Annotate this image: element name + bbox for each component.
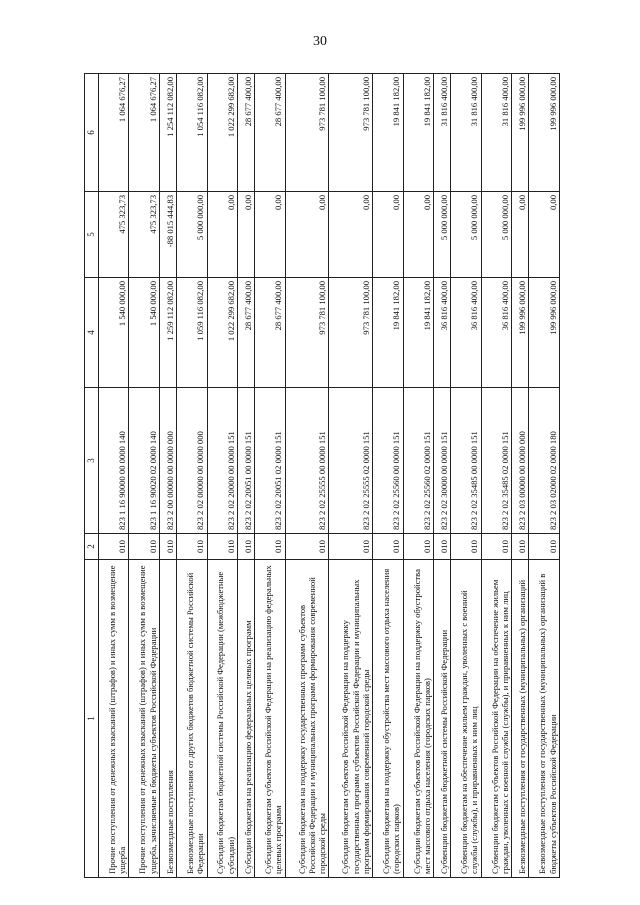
row-name: Субсидии бюджетам на поддержку государственных программ субъектов Российской Федерации и муниципальных программ формирования современной городской среды: [285, 560, 329, 878]
budget-revenue-table: [84, 73, 560, 878]
row-line-code: 010: [238, 534, 255, 560]
row-executed-amount: 5 000 000,00: [451, 192, 481, 278]
row-line-code: 010: [99, 534, 129, 560]
row-line-code: 010: [481, 534, 511, 560]
table-row: [255, 74, 285, 878]
row-approved-amount: 28 677 400,00: [255, 278, 285, 388]
row-remaining-amount: 199 996 000,00: [529, 74, 560, 192]
rotated-table-wrapper: [84, 74, 560, 878]
row-line-code: 010: [207, 534, 237, 560]
column-header: 6: [85, 74, 99, 192]
row-line-code: 010: [329, 534, 373, 560]
row-executed-amount: 5 000 000,00: [434, 192, 451, 278]
table-row: [238, 74, 255, 878]
table-row: [373, 74, 403, 878]
row-executed-amount: 0,00: [403, 192, 433, 278]
row-executed-amount: 0,00: [255, 192, 285, 278]
table-row: [177, 74, 207, 878]
row-name: Безвозмездные поступления от государственных (муниципальных) организаций в бюджеты субъектов Российской Федерации: [529, 560, 560, 878]
row-remaining-amount: 199 996 000,00: [512, 74, 529, 192]
row-line-code: 010: [451, 534, 481, 560]
row-remaining-amount: 19 841 182,00: [403, 74, 433, 192]
row-remaining-amount: 973 781 100,00: [285, 74, 329, 192]
table-row: [207, 74, 237, 878]
column-header: 3: [85, 388, 99, 534]
table-row: [512, 74, 529, 878]
row-remaining-amount: 1 022 299 682,00: [207, 74, 237, 192]
row-line-code: 010: [285, 534, 329, 560]
row-budget-code: 823 2 00 00000 00 0000 000: [159, 388, 176, 534]
row-budget-code: 823 2 02 35485 02 0000 151: [481, 388, 511, 534]
row-budget-code: 823 2 02 30000 00 0000 151: [434, 388, 451, 534]
row-budget-code: 823 2 02 25560 00 0000 151: [373, 388, 403, 534]
table-row: [434, 74, 451, 878]
row-name: Субсидии бюджетам бюджетной системы Российской Федерации (межбюджетные субсидии): [207, 560, 237, 878]
row-approved-amount: 1 259 112 082,00: [159, 278, 176, 388]
row-executed-amount: 0,00: [285, 192, 329, 278]
row-remaining-amount: 31 816 400,00: [434, 74, 451, 192]
row-line-code: 010: [159, 534, 176, 560]
row-budget-code: 823 2 03 00000 00 0000 000: [512, 388, 529, 534]
row-remaining-amount: 28 677 400,00: [255, 74, 285, 192]
row-executed-amount: 0,00: [207, 192, 237, 278]
table-row: [529, 74, 560, 878]
row-budget-code: 823 2 02 20000 00 0000 151: [207, 388, 237, 534]
row-approved-amount: 199 996 000,00: [529, 278, 560, 388]
row-approved-amount: 199 996 000,00: [512, 278, 529, 388]
row-remaining-amount: 1 054 116 082,00: [177, 74, 207, 192]
row-remaining-amount: 1 064 676,27: [129, 74, 159, 192]
row-budget-code: 823 2 02 25560 02 0000 151: [403, 388, 433, 534]
row-remaining-amount: 19 841 182,00: [373, 74, 403, 192]
row-name: Безвозмездные поступления от других бюджетов бюджетной системы Российской Федерации: [177, 560, 207, 878]
row-executed-amount: 475 323,73: [129, 192, 159, 278]
row-approved-amount: 19 841 182,00: [403, 278, 433, 388]
row-executed-amount: -88 015 444,83: [159, 192, 176, 278]
row-name: Прочие поступления от денежных взысканий (штрафов) и иных сумм в возмещение ущерба: [99, 560, 129, 878]
table-row: [159, 74, 176, 878]
row-budget-code: 823 2 02 20051 00 0000 151: [238, 388, 255, 534]
row-approved-amount: 1 022 299 682,00: [207, 278, 237, 388]
row-budget-code: 823 1 16 90000 00 0000 140: [99, 388, 129, 534]
row-executed-amount: 0,00: [373, 192, 403, 278]
table-header-row: [85, 74, 99, 878]
row-budget-code: 823 2 02 20051 02 0000 151: [255, 388, 285, 534]
row-line-code: 010: [255, 534, 285, 560]
column-header: 5: [85, 192, 99, 278]
row-approved-amount: 1 540 000,00: [129, 278, 159, 388]
row-budget-code: 823 2 02 25555 02 0000 151: [329, 388, 373, 534]
row-remaining-amount: 31 816 400,00: [481, 74, 511, 192]
row-budget-code: 823 2 02 25555 00 0000 151: [285, 388, 329, 534]
row-name: Субвенции бюджетам бюджетной системы Российской Федерации: [434, 560, 451, 878]
table-row: [285, 74, 329, 878]
row-executed-amount: 5 000 000,00: [481, 192, 511, 278]
page-number: 30: [313, 34, 327, 49]
column-header: 2: [85, 534, 99, 560]
row-executed-amount: 0,00: [529, 192, 560, 278]
row-approved-amount: 36 816 400,00: [434, 278, 451, 388]
table-row: [451, 74, 481, 878]
row-name: Субвенции бюджетам субъектов Российской Федерации на обеспечение жильем граждан, уволенных с военной службы (службы), и приравненных к ним лиц: [481, 560, 511, 878]
row-approved-amount: 19 841 182,00: [373, 278, 403, 388]
row-name: Субсидии бюджетам субъектов Российской Федерации на реализацию федеральных целевых программ: [255, 560, 285, 878]
row-remaining-amount: 28 677 400,00: [238, 74, 255, 192]
table-row: [403, 74, 433, 878]
row-line-code: 010: [512, 534, 529, 560]
row-remaining-amount: 1 064 676,27: [99, 74, 129, 192]
row-name: Прочие поступления от денежных взысканий (штрафов) и иных сумм в возмещение ущерба, зачисляемые в бюджеты субъектов Российской Федерации: [129, 560, 159, 878]
table-row: [329, 74, 373, 878]
row-name: Субвенции бюджетам на обеспечение жильем граждан, уволенных с военной службы (службы), и приравненных к ним лиц: [451, 560, 481, 878]
row-approved-amount: 973 781 100,00: [285, 278, 329, 388]
row-approved-amount: 36 816 400,00: [451, 278, 481, 388]
table-row: [481, 74, 511, 878]
row-name: Безвозмездные поступления от государственных (муниципальных) организаций: [512, 560, 529, 878]
row-executed-amount: 0,00: [512, 192, 529, 278]
column-header: 1: [85, 560, 99, 878]
row-approved-amount: 36 816 400,00: [481, 278, 511, 388]
row-budget-code: 823 2 02 35485 00 0000 151: [451, 388, 481, 534]
row-name: Субсидии бюджетам субъектов Российской Федерации на поддержку обустройства мест массового отдыха населения (городских парков): [403, 560, 433, 878]
rotated-table-container: [84, 74, 560, 878]
row-executed-amount: 0,00: [238, 192, 255, 278]
row-name: Субсидии бюджетам субъектов Российской Федерации на поддержку государственных программ субъектов Российской Федерации и муниципальных программ формирования современной городской среды: [329, 560, 373, 878]
row-line-code: 010: [434, 534, 451, 560]
row-executed-amount: 475 323,73: [99, 192, 129, 278]
row-name: Субсидии бюджетам на реализацию федеральных целевых программ: [238, 560, 255, 878]
row-line-code: 010: [529, 534, 560, 560]
row-line-code: 010: [403, 534, 433, 560]
row-name: Субсидии бюджетам на поддержку обустройства мест массового отдыха населения (городских парков): [373, 560, 403, 878]
row-remaining-amount: 973 781 100,00: [329, 74, 373, 192]
row-budget-code: 823 2 02 00000 00 0000 000: [177, 388, 207, 534]
row-line-code: 010: [373, 534, 403, 560]
row-executed-amount: 5 000 000,00: [177, 192, 207, 278]
row-remaining-amount: 31 816 400,00: [451, 74, 481, 192]
row-budget-code: 823 1 16 90020 02 0000 140: [129, 388, 159, 534]
row-budget-code: 823 2 03 02000 02 0000 180: [529, 388, 560, 534]
row-line-code: 010: [177, 534, 207, 560]
row-executed-amount: 0,00: [329, 192, 373, 278]
table-row: [129, 74, 159, 878]
table-row: [99, 74, 129, 878]
row-approved-amount: 1 540 000,00: [99, 278, 129, 388]
row-approved-amount: 1 059 116 082,00: [177, 278, 207, 388]
row-approved-amount: 973 781 100,00: [329, 278, 373, 388]
column-header: 4: [85, 278, 99, 388]
row-name: Безвозмездные поступления: [159, 560, 176, 878]
row-approved-amount: 28 677 400,00: [238, 278, 255, 388]
row-remaining-amount: 1 254 112 082,00: [159, 74, 176, 192]
row-line-code: 010: [129, 534, 159, 560]
